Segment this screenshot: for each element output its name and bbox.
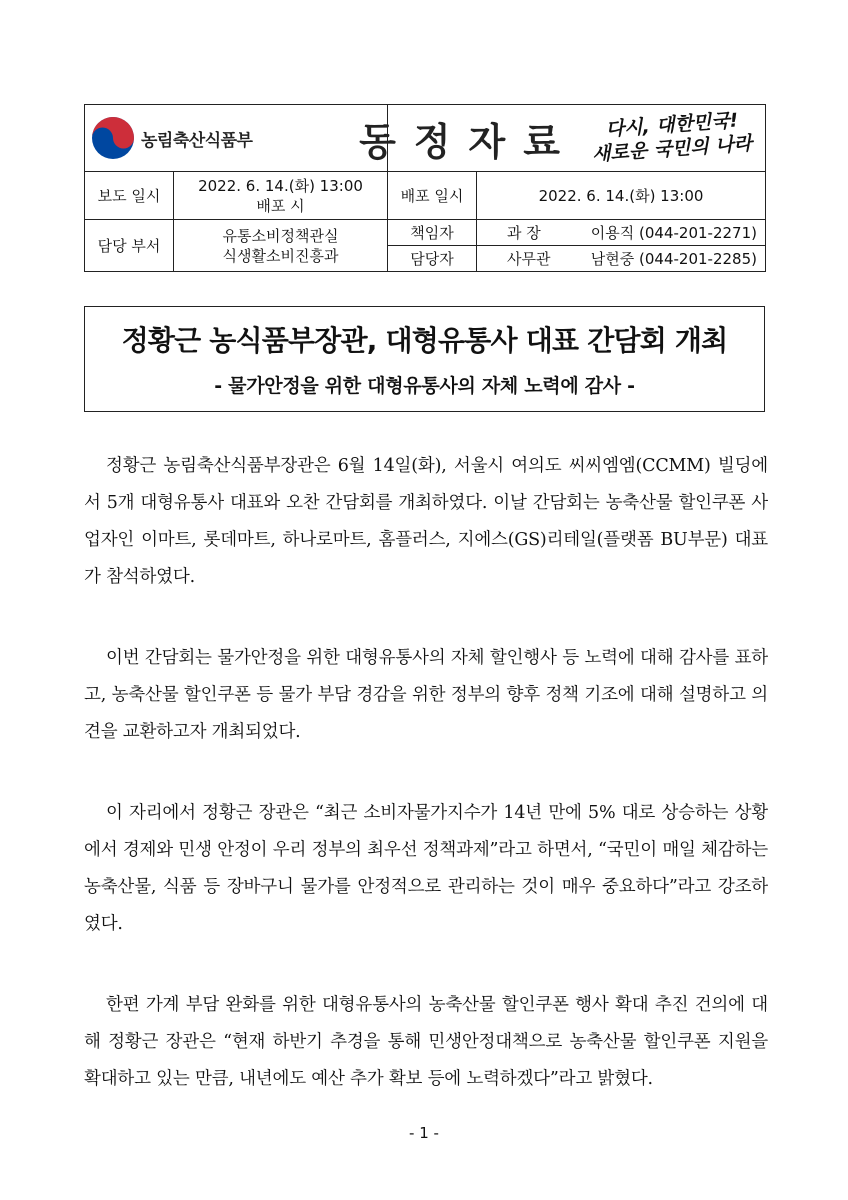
slogan-line-2: 새로운 국민의 나라	[591, 132, 753, 166]
release-value	[174, 172, 388, 220]
header-table	[84, 104, 766, 272]
paragraph-1: 정황근 농림축산식품부장관은 6월 14일(화), 서울시 여의도 씨씨엠엠(CCMM) 빌딩에서 5개 대형유통사 대표와 오찬 간담회를 개최하였다. 이날 간담회는 농축산물 할인쿠폰 사업자인 이마트, 롯데마트, 하나로마트, 홈플러스, 지에스(GS)리테일(플랫폼 BU부문) 대표가 참석하였다.	[84, 456, 768, 587]
release-label: 보도 일시	[85, 172, 174, 220]
dept-label: 담당 부서	[85, 220, 174, 272]
main-title: 정황근 농식품부장관, 대형유통사 대표 간담회 개최	[121, 324, 728, 357]
paragraph-2: 이번 간담회는 물가안정을 위한 대형유통사의 자체 할인행사 등 노력에 대해 감사를 표하고, 농축산물 할인쿠폰 등 물가 부담 경감을 위한 정부의 향후 정책 기조에 대해 설명하고 의견을 교환하고자 개최되었다.	[84, 648, 768, 742]
paragraph-3: 이 자리에서 정황근 장관은 “최근 소비자물가지수가 14년 만에 5% 대로 상승하는 상황에서 경제와 민생 안정이 우리 정부의 최우선 정책과제”라고 하면서, “국민이 매일 체감하는 농축산물, 식품 등 장바구니 물가를 안정적으로 관리하는 것이 매우 중요하다”라고 강조하였다.	[84, 803, 768, 934]
slogan-cell	[359, 105, 766, 172]
dept-line-1: 유통소비정책관실	[222, 226, 339, 245]
ministry-name: 농림축산식품부	[141, 130, 253, 151]
paragraph-4: 한편 가계 부담 완화를 위한 대형유통사의 농축산물 할인쿠폰 행사 확대 추진 건의에 대해 정황근 장관은 “현재 하반기 추경을 통해 민생안정대책으로 농축산물 할인쿠폰 지원을 확대하고 있는 만큼, 내년에도 예산 추가 확보 등에 노력하겠다”라고 밝혔다.	[84, 995, 768, 1089]
staff-name: 남현중 (044-201-2285)	[590, 250, 757, 268]
release-datetime: 2022. 6. 14.(화) 13:00	[198, 176, 363, 195]
dept-line-2: 식생활소비진흥과	[222, 246, 339, 265]
staff-label: 담당자	[388, 246, 477, 272]
distribute-label: 배포 일시	[388, 172, 477, 220]
manager-label: 책임자	[388, 220, 477, 246]
release-note: 배포 시	[256, 196, 305, 215]
title-box	[84, 306, 765, 412]
slogan-line-1: 다시, 대한민국!	[605, 109, 739, 141]
manager-contact	[477, 220, 766, 246]
staff-title: 사무관	[507, 250, 551, 268]
logo-cell	[85, 105, 388, 172]
manager-name: 이용직 (044-201-2271)	[590, 224, 757, 242]
distribute-value: 2022. 6. 14.(화) 13:00	[477, 172, 766, 220]
manager-title: 과 장	[507, 224, 541, 242]
page-number: - 1 -	[409, 1124, 439, 1142]
dept-value	[174, 220, 388, 272]
ministry-emblem-icon	[91, 116, 135, 160]
doc-type-title: 동정자료	[359, 119, 578, 164]
article-body	[84, 448, 768, 1142]
staff-contact	[477, 246, 766, 272]
subtitle: - 물가안정을 위한 대형유통사의 자체 노력에 감사 -	[214, 375, 635, 397]
